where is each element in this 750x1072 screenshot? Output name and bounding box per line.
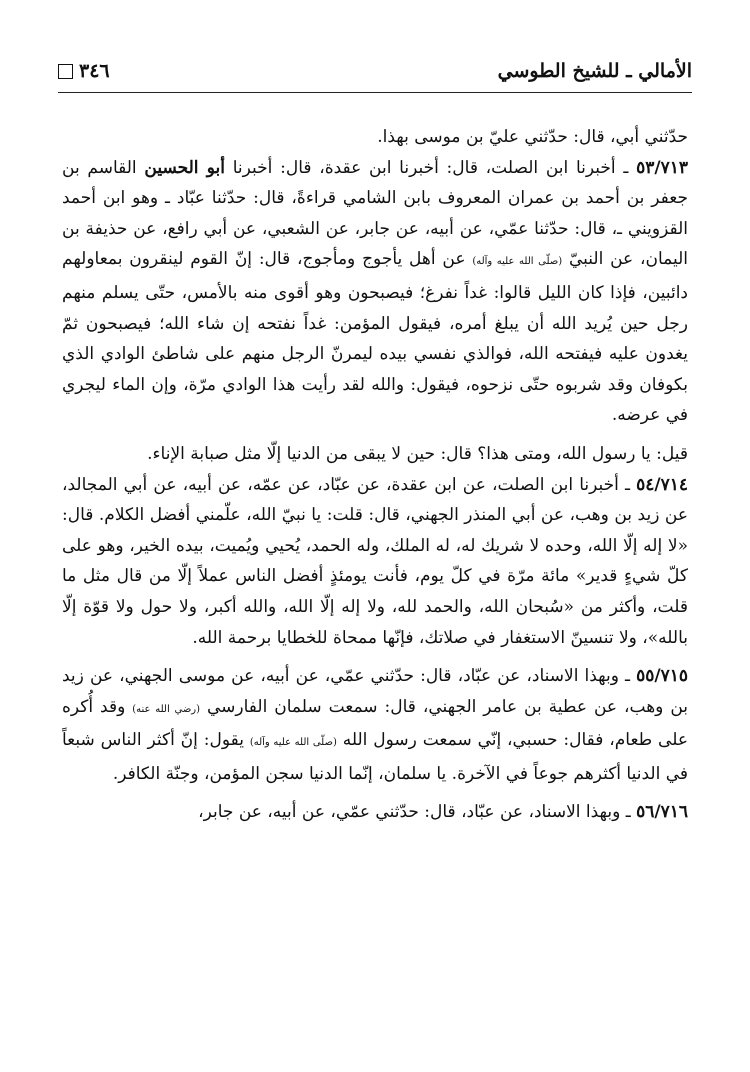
text-segment: ـ أخبرنا ابن الصلت، قال: أخبرنا ابن عقدة، قال: أخبرنا <box>225 157 637 178</box>
text-segment: عن أهل يأجوج ومأجوج، قال: إنّ القوم لينقرون بمعاولهم دائبين، فإذا كان الليل قالوا: غداً نفرغ؛ فيصبحون وهو أقوى منه بالأمس، حتّى يسلم منهم رجل حين يُريد الله أن يبلغ أمره، فيقول المؤمن: غداً نفتحه إن شاء الله؛ فيصبحون ثمّ يغدون عليه فيفتحه الله، فوالذي نفسي بيده ليمرنّ الرجل منهم على شاطئ الوادي الذي بكوفان وقد شربوه حتّى نزحوه، فيقول: والله لقد رأيت هذا الوادي مرّة، وإن الماء ليجري في عرضه. <box>62 249 688 426</box>
paragraph <box>62 470 688 654</box>
paragraph <box>62 153 688 431</box>
running-title: الأمالي ـ للشيخ الطوسي <box>497 60 692 82</box>
honorific: (صلّى الله عليه وآله) <box>472 256 563 268</box>
hadith-number: ٥٣/٧١٣ <box>636 157 688 178</box>
hadith-number: ٥٦/٧١٦ <box>636 802 688 823</box>
page-number <box>58 60 110 82</box>
bold-name: أبو الحسين <box>144 157 225 178</box>
text-segment: ـ وبهذا الاسناد، عن عبّاد، قال: حدّثني عمّي، عن أبيه، عن جابر، <box>198 802 637 823</box>
text-segment: وقد أُكره على طعام، فقال: حسبي، إنّي سمعت رسول الله <box>62 696 688 751</box>
paragraph <box>62 797 688 828</box>
page-header <box>58 58 692 93</box>
hadith-number: ٥٤/٧١٤ <box>636 474 688 495</box>
honorific: (صلّى الله عليه وآله) <box>249 737 337 749</box>
body-text <box>62 122 688 828</box>
page-number-text: ٣٤٦ <box>79 60 110 82</box>
text-segment: يقول: إنّ أكثر الناس شبعاً في الدنيا أكثرهم جوعاً في الآخرة. يا سلمان، إنّما الدنيا سجن المؤمن، وجنّة الكافر. <box>62 730 688 784</box>
text-segment: القاسم بن جعفر بن أحمد بن عمران المعروف بابن الشامي قراءةً، قال: حدّثنا عبّاد ـ وهو ابن أحمد القزويني ـ، قال: حدّثنا عمّي، عن أبيه، عن جابر، عن الشعبي، عن أبي رافع، عن حذيفة بن اليمان، عن النبيّ <box>62 157 689 270</box>
text-segment: ـ وبهذا الاسناد، عن عبّاد، قال: حدّثني عمّي، عن أبيه، عن موسى الجهني، عن زيد بن وهب، عن عطية بن عامر الجهني، قال: سمعت سلمان الفارسي <box>62 666 688 717</box>
square-ornament-icon <box>58 64 73 79</box>
text-segment: ـ أخبرنا ابن الصلت، عن ابن عقدة، عن عبّاد، عن عمّه، عن أبيه، عن أبي المجالد، عن زيد بن وهب، عن أبي المنذر الجهني، قال: قلت: يا نبيّ الله، علّمني أفضل الكلام. قال: «لا إله إلّا الله، وحده لا شريك له، له الملك، وله الحمد، يُحيي ويُميت، بيده الخير، وهو على كلّ شيءٍ قدير» مائة مرّة في كلّ يوم، فأنت يومئذٍ أفضل الناس عملاً إلّا من قال مثل ما قلت، وأكثر من «سُبحان الله، والحمد لله، ولا إله إلّا الله، والله أكبر، ولا حول ولا قوّة إلّا بالله»، ولا تنسينّ الاستغفار في صلاتك، فإنّها ممحاة للخطايا برحمة الله. <box>62 474 688 648</box>
hadith-number: ٥٥/٧١٥ <box>636 666 688 687</box>
text-segment: حدّثني أبي، قال: حدّثني عليّ بن موسى بهذا. <box>377 127 688 147</box>
honorific: (رضي الله عنه) <box>132 703 201 715</box>
paragraph <box>62 122 688 153</box>
paragraph <box>62 439 688 470</box>
text-segment: قيل: يا رسول الله، ومتى هذا؟ قال: حين لا يبقى من الدنيا إلّا مثل صبابة الإناء. <box>147 443 688 464</box>
paragraph <box>62 661 688 789</box>
